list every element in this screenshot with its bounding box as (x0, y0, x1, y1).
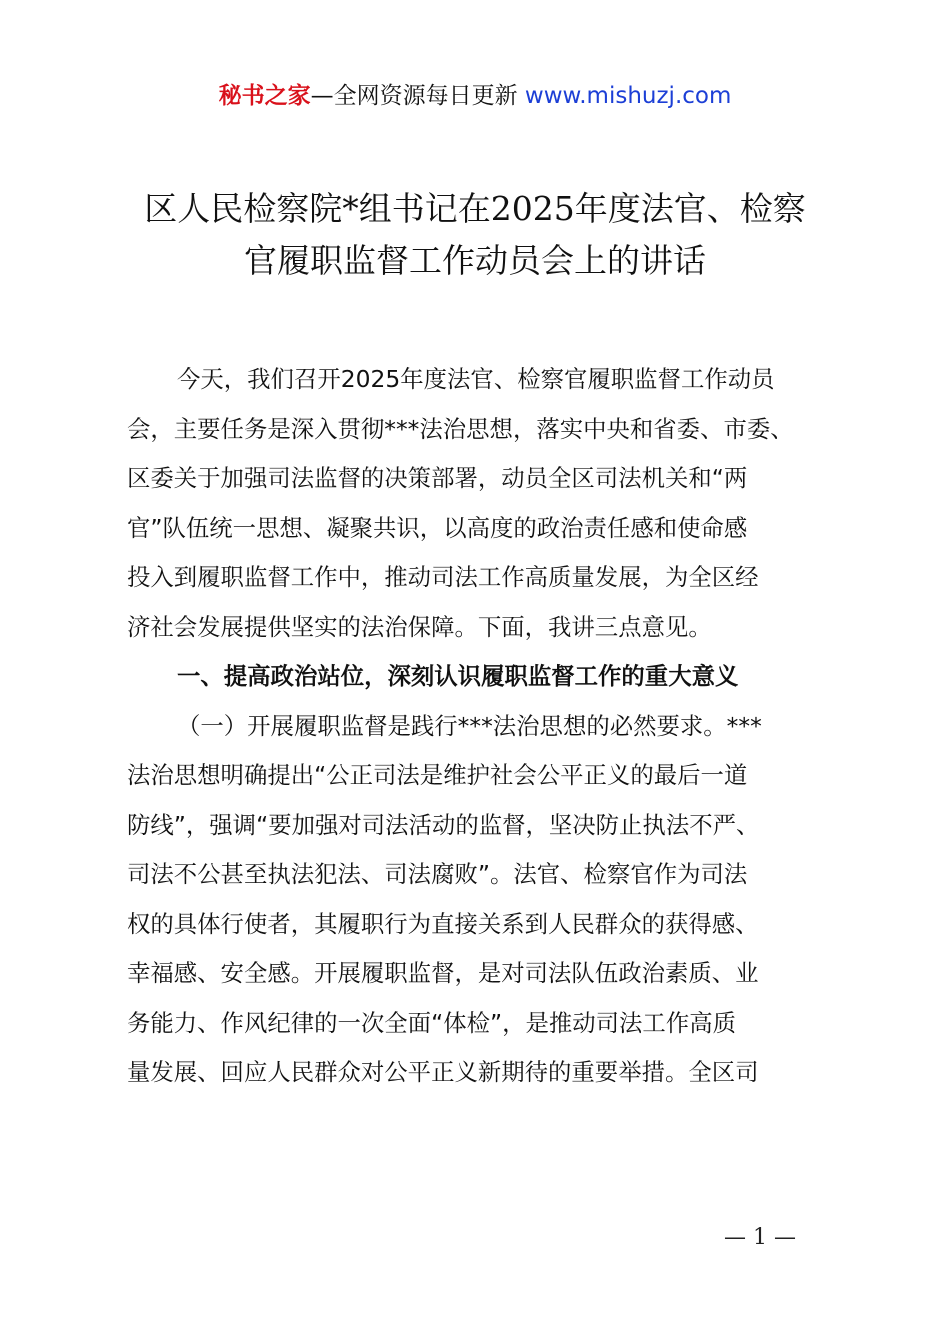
text-line: 投入到履职监督工作中，推动司法工作高质量发展，为全区经 (127, 563, 759, 591)
document-body (127, 355, 837, 1098)
text-line: 济社会发展提供坚实的法治保障。下面，我讲三点意见。 (127, 612, 712, 641)
site-url-link[interactable]: www.mishuzj.com (524, 83, 732, 109)
brand-name: 秘书之家 (218, 83, 311, 109)
title-line-2: 官履职监督工作动员会上的讲话 (244, 241, 706, 280)
text-line: 会，主要任务是深入贯彻***法治思想，落实中央和省委、市委、 (127, 414, 794, 443)
text-line: 官”队伍统一思想、凝聚共识，以高度的政治责任感和使命感 (127, 513, 748, 542)
text-line: 司法不公甚至执法犯法、司法腐败”。法官、检察官作为司法 (127, 860, 748, 888)
text-line: 权的具体行使者，其履职行为直接关系到人民群众的获得感、 (127, 909, 759, 938)
text-line: 法治思想明确提出“公正司法是维护社会公平正义的最后一道 (127, 761, 748, 789)
text-line: 务能力、作风纪律的一次全面“体检”，是推动司法工作高质 (127, 1008, 736, 1037)
text-line: 幸福感、安全感。开展履职监督，是对司法队伍政治素质、业 (127, 959, 759, 987)
text-line: 区委关于加强司法监督的决策部署，动员全区司法机关和“两 (127, 464, 748, 492)
section-heading: 一、提高政治站位，深刻认识履职监督工作的重大意义 (177, 662, 739, 690)
text-line: （一）开展履职监督是践行***法治思想的必然要求。*** (177, 711, 762, 740)
site-banner (0, 80, 950, 112)
document-title (80, 183, 870, 287)
text-line: 今天，我们召开2025年度法官、检察官履职监督工作动员 (177, 365, 775, 393)
text-line: 防线”，强调“要加强对司法活动的监督，坚决防止执法不严、 (127, 810, 760, 839)
title-line-1: 区人民检察院*组书记在2025年度法官、检察 (144, 189, 806, 228)
page-number: — 1 — (724, 1225, 796, 1250)
banner-tagline: —全网资源每日更新 (310, 83, 518, 109)
text-line: 量发展、回应人民群众对公平正义新期待的重要举措。全区司 (127, 1058, 759, 1086)
